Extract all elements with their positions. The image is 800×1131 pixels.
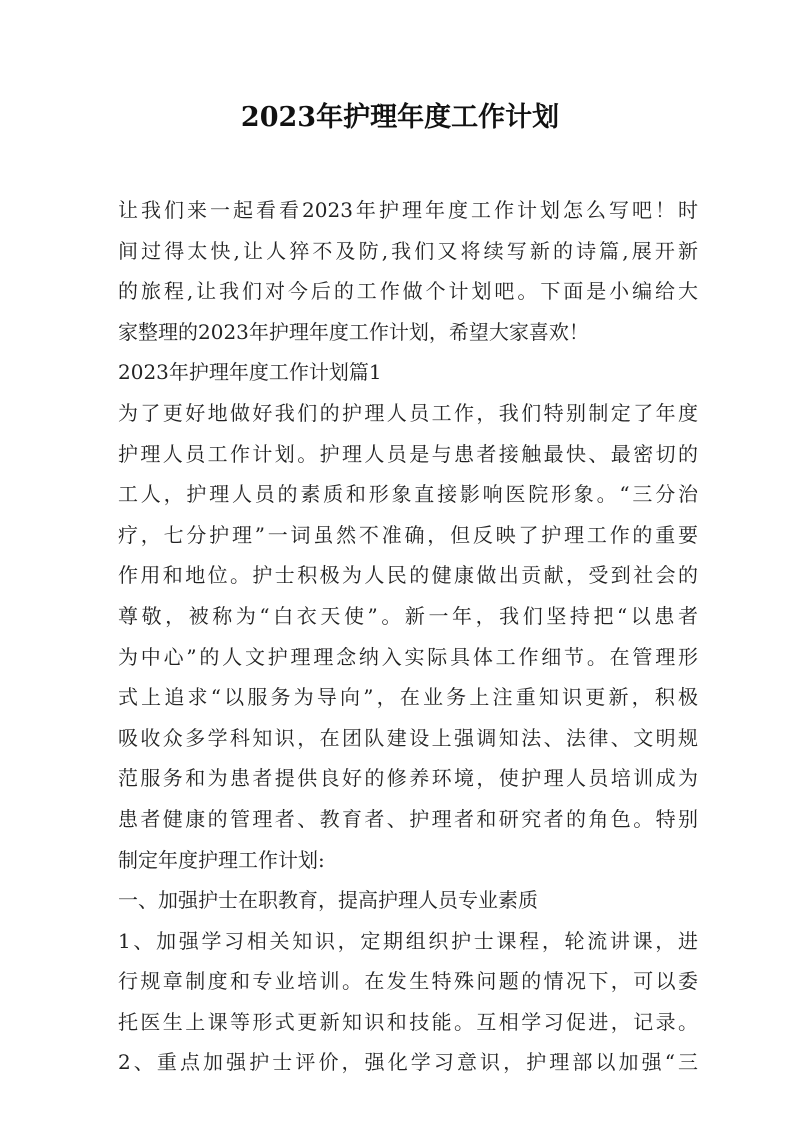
body-line: 间过得太快,让人猝不及防,我们又将续写新的诗篇,展开新 (118, 238, 698, 263)
body-line: 作用和地位。护士积极为人民的健康做出贡献，受到社会的 (118, 563, 698, 588)
body-line: 1、加强学习相关知识，定期组织护士课程，轮流讲课，进 (118, 928, 698, 953)
body-line: 让我们来一起看看2023年护理年度工作计划怎么写吧！时 (118, 198, 698, 222)
body-line: 吸收众多学科知识，在团队建设上强调知法、法律、文明规 (118, 725, 698, 750)
body-line: 托医生上课等形式更新知识和技能。互相学习促进，记录。 (118, 1009, 698, 1034)
body-line: 家整理的2023年护理年度工作计划，希望大家喜欢！ (118, 319, 589, 344)
body-line: 行规章制度和专业培训。在发生特殊问题的情况下，可以委 (118, 969, 698, 994)
body-line: 2、重点加强护士评价，强化学习意识，护理部以加强“三 (118, 1050, 698, 1075)
section-heading: 2023年护理年度工作计划篇1 (118, 360, 382, 385)
body-line: 式上追求“以服务为导向”，在业务上注重知识更新，积极 (118, 685, 698, 710)
body-line: 制定年度护理工作计划: (118, 847, 325, 872)
body-line: 护理人员工作计划。护理人员是与患者接触最快、最密切的 (118, 441, 698, 466)
body-line: 为了更好地做好我们的护理人员工作，我们特别制定了年度 (118, 400, 698, 425)
body-line: 疗，七分护理”一词虽然不准确，但反映了护理工作的重要 (118, 522, 698, 547)
document-title: 2023年护理年度工作计划 (240, 102, 560, 133)
body-line: 患者健康的管理者、教育者、护理者和研究者的角色。特别 (118, 806, 698, 831)
section-heading: 一、加强护士在职教育，提高护理人员专业素质 (118, 888, 538, 913)
body-line: 的旅程,让我们对今后的工作做个计划吧。下面是小编给大 (118, 279, 698, 304)
body-line: 尊敬，被称为“白衣天使”。新一年，我们坚持把“以患者 (118, 603, 698, 628)
body-line: 工人，护理人员的素质和形象直接影响医院形象。“三分治 (118, 482, 698, 507)
body-line: 为中心”的人文护理理念纳入实际具体工作细节。在管理形 (118, 644, 698, 669)
body-line: 范服务和为患者提供良好的修养环境，使护理人员培训成为 (118, 766, 698, 791)
document-body (118, 190, 698, 1083)
